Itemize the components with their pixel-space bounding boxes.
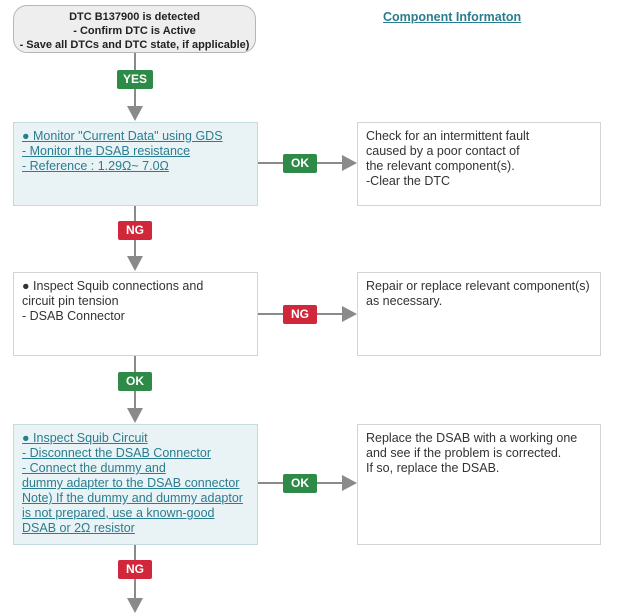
arrowhead-down — [127, 598, 143, 613]
start-line: - Save all DTCs and DTC state, if applicable) — [19, 39, 250, 51]
step-line[interactable]: - Disconnect the DSAB Connector — [22, 446, 211, 460]
step-line: ● Inspect Squib connections and — [22, 279, 204, 293]
ok-badge: OK — [118, 372, 152, 391]
arrowhead-down — [127, 408, 143, 423]
result-line: If so, replace the DSAB. — [366, 461, 500, 475]
arrowhead-down — [127, 106, 143, 121]
result-line: the relevant component(s). — [366, 159, 515, 173]
step-line: circuit pin tension — [22, 294, 119, 308]
start-line: DTC B137900 is detected — [69, 11, 200, 23]
result-repair-replace — [357, 272, 601, 356]
step-inspect-squib-circuit[interactable] — [13, 424, 258, 545]
arrowhead-down — [127, 256, 143, 271]
step-line[interactable]: Note) If the dummy and dummy adaptor — [22, 491, 243, 505]
ng-badge: NG — [118, 560, 152, 579]
ok-badge: OK — [283, 154, 317, 173]
result-line: Replace the DSAB with a working one — [366, 431, 578, 445]
arrowhead-right — [342, 475, 357, 491]
result-line: and see if the problem is corrected. — [366, 446, 562, 460]
step-line[interactable]: is not prepared, use a known-good — [22, 506, 215, 520]
arrowhead-right — [342, 306, 357, 322]
result-line: Check for an intermittent fault — [366, 129, 530, 143]
result-line: -Clear the DTC — [366, 174, 451, 188]
step-line[interactable]: dummy adapter to the DSAB connector — [22, 476, 240, 490]
start-box — [13, 5, 256, 53]
arrowhead-right — [342, 155, 357, 171]
ng-badge: NG — [118, 221, 152, 240]
step-line: - DSAB Connector — [22, 309, 125, 323]
result-line: caused by a poor contact of — [366, 144, 520, 158]
step-line[interactable]: - Connect the dummy and — [22, 461, 166, 475]
result-replace-dsab — [357, 424, 601, 545]
step-inspect-squib-connections — [13, 272, 258, 356]
step-line[interactable]: ● Monitor "Current Data" using GDS — [22, 129, 223, 143]
step-line[interactable]: - Monitor the DSAB resistance — [22, 144, 191, 158]
step-line[interactable]: - Reference : 1.29Ω~ 7.0Ω — [22, 159, 169, 173]
ok-badge: OK — [283, 474, 317, 493]
result-line: Repair or replace relevant component(s) — [366, 279, 590, 293]
step-monitor-current-data[interactable] — [13, 122, 258, 206]
start-line: - Confirm DTC is Active — [73, 25, 196, 37]
result-intermittent-fault — [357, 122, 601, 206]
step-line[interactable]: ● Inspect Squib Circuit — [22, 431, 148, 445]
step-line[interactable]: DSAB or 2Ω resistor — [22, 521, 135, 535]
component-information-link[interactable]: Component Informaton — [383, 10, 522, 24]
yes-badge: YES — [117, 70, 153, 89]
ng-badge: NG — [283, 305, 317, 324]
result-line: as necessary. — [366, 294, 443, 308]
